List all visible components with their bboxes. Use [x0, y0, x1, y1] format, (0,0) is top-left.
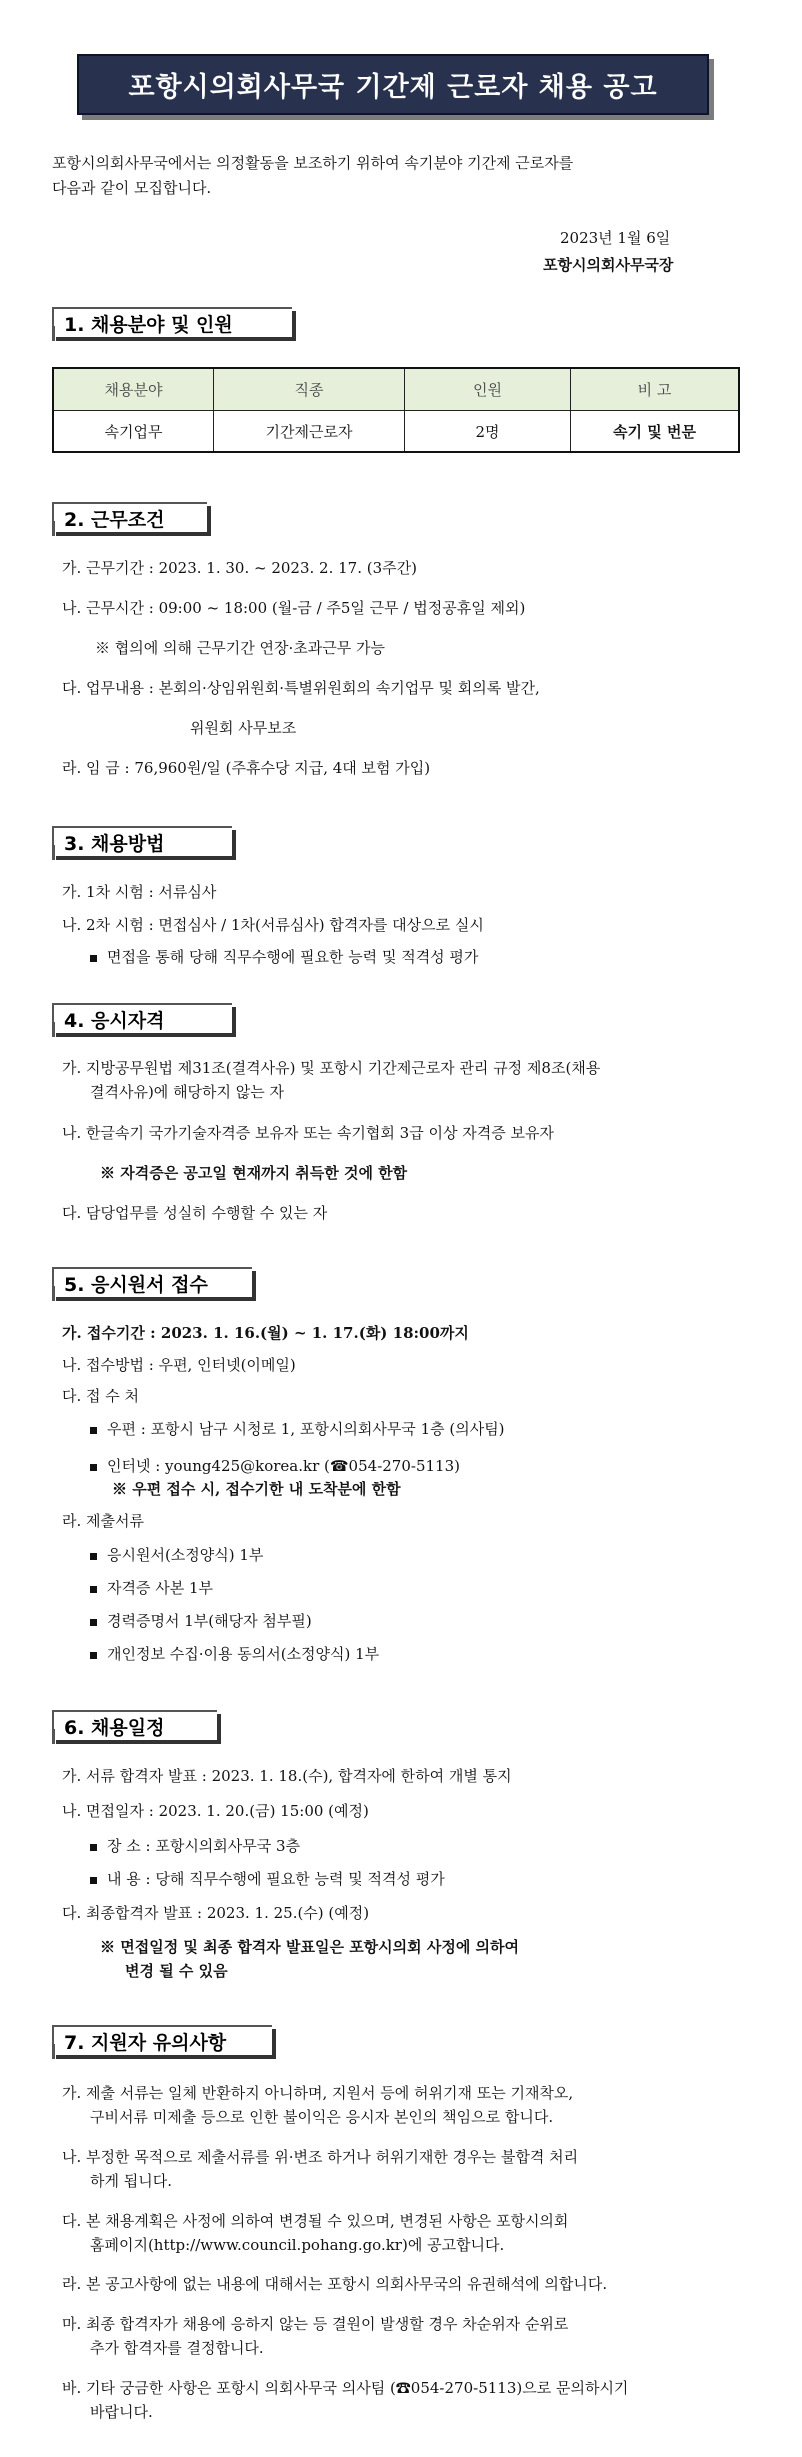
section-heading: 2. 근무조건: [52, 502, 207, 532]
text-line: 다. 업무내용 : 본회의·상임위원회·특별위원회의 속기업무 및 회의록 발간,: [62, 679, 540, 697]
text-line: 나. 한글속기 국가기술자격증 보유자 또는 속기협회 3급 이상 자격증 보유자: [62, 1124, 554, 1142]
bullet-icon: [90, 1844, 97, 1851]
list-item: [90, 1610, 312, 1631]
list-item: [90, 1418, 505, 1439]
section-heading: 6. 채용일정: [52, 1710, 217, 1740]
table-header-row: [53, 368, 739, 411]
note-line: ※ 협의에 의해 근무기간 연장·초과근무 가능: [95, 639, 385, 657]
list-item-text: 장 소 : 포항시의회사무국 3층: [107, 1837, 301, 1855]
table-cell: 2명: [405, 411, 571, 453]
recruitment-table: [52, 367, 740, 453]
list-item: [90, 1577, 213, 1598]
table-header-cell: 직종: [214, 368, 405, 411]
table-row: [53, 411, 739, 453]
text-line: 가. 1차 시험 : 서류심사: [62, 883, 217, 901]
list-item: [90, 1544, 263, 1565]
bullet-icon: [90, 1586, 97, 1593]
text-line: 라. 임 금 : 76,960원/일 (주휴수당 지급, 4대 보험 가입): [62, 759, 431, 777]
text-line: 가. 접수기간 : 2023. 1. 16.(월) ~ 1. 17.(화) 18:00까지: [62, 1324, 469, 1342]
text-line: 가. 제출 서류는 일체 반환하지 아니하며, 지원서 등에 허위기재 또는 기재착오,: [62, 2084, 574, 2102]
text-line: 나. 부정한 목적으로 제출서류를 위·변조 하거나 허위기재한 경우는 불합격 처리: [62, 2148, 579, 2166]
text-line: 마. 최종 합격자가 채용에 응하지 않는 등 결원이 발생할 경우 차순위자 순위로: [62, 2315, 569, 2333]
text-line: 바. 기타 궁금한 사항은 포항시 의회사무국 의사팀 (☎054-270-5113)으로 문의하시기: [62, 2379, 629, 2397]
note-line: 변경 될 수 있음: [125, 1962, 228, 1980]
text-line: 다. 접 수 처: [62, 1387, 140, 1405]
table-cell: 속기 및 번문: [571, 411, 740, 453]
list-item-text: 내 용 : 당해 직무수행에 필요한 능력 및 적격성 평가: [107, 1870, 445, 1888]
table-cell: 기간제근로자: [214, 411, 405, 453]
table-cell: 속기업무: [53, 411, 214, 453]
bullet-icon: [90, 1464, 97, 1471]
list-item: [90, 1643, 379, 1664]
text-line: 라. 본 공고사항에 없는 내용에 대해서는 포항시 의회사무국의 유권해석에 의합니다.: [62, 2275, 608, 2293]
note-line: ※ 우편 접수 시, 접수기한 내 도착분에 한함: [112, 1480, 401, 1498]
text-line: 가. 서류 합격자 발표 : 2023. 1. 18.(수), 합격자에 한하여 개별 통지: [62, 1767, 512, 1785]
list-item-text: 경력증명서 1부(해당자 첨부필): [107, 1612, 312, 1630]
bullet-icon: [90, 955, 97, 962]
text-line: 나. 접수방법 : 우편, 인터넷(이메일): [62, 1356, 296, 1374]
page-title: 포항시의회사무국 기간제 근로자 채용 공고: [77, 54, 709, 115]
list-item: [90, 1868, 445, 1889]
section-heading: 7. 지원자 유의사항: [52, 2025, 272, 2055]
section-heading: 5. 응시원서 접수: [52, 1267, 252, 1297]
list-item-text: 인터넷 : young425@korea.kr (☎054-270-5113): [107, 1457, 460, 1475]
text-line: 다. 담당업무를 성실히 수행할 수 있는 자: [62, 1204, 328, 1222]
table-header-cell: 인원: [405, 368, 571, 411]
list-item-text: 개인정보 수집·이용 동의서(소정양식) 1부: [107, 1645, 380, 1663]
text-line: 구비서류 미제출 등으로 인한 불이익은 응시자 본인의 책임으로 합니다.: [90, 2108, 554, 2126]
text-line: 나. 2차 시험 : 면접심사 / 1차(서류심사) 합격자를 대상으로 실시: [62, 916, 484, 934]
list-item-text: 자격증 사본 1부: [107, 1579, 214, 1597]
text-line: 나. 근무시간 : 09:00 ~ 18:00 (월-금 / 주5일 근무 / 법정공휴일 제외): [62, 599, 526, 617]
table-header-cell: 비 고: [571, 368, 740, 411]
section-heading: 1. 채용분야 및 인원: [52, 307, 292, 337]
text-line: 결격사유)에 해당하지 않는 자: [90, 1083, 285, 1101]
text-line: 홈페이지(http://www.council.pohang.go.kr)에 공고합니다.: [90, 2236, 505, 2254]
intro-line: 다음과 같이 모집합니다.: [52, 179, 212, 197]
list-item: [90, 1455, 460, 1476]
text-line: 하게 됩니다.: [90, 2172, 172, 2190]
text-line: 위원회 사무보조: [190, 719, 297, 737]
issuer: 포항시의회사무국장: [543, 256, 674, 274]
bullet-icon: [90, 1553, 97, 1560]
text-line: 가. 근무기간 : 2023. 1. 30. ~ 2023. 2. 17. (3주간): [62, 559, 417, 577]
text-line: 다. 최종합격자 발표 : 2023. 1. 25.(수) (예정): [62, 1904, 370, 1922]
text-line: 추가 합격자를 결정합니다.: [90, 2339, 264, 2357]
text-line: 다. 본 채용계획은 사정에 의하여 변경될 수 있으며, 변경된 사항은 포항시의회: [62, 2212, 569, 2230]
text-line: 나. 면접일자 : 2023. 1. 20.(금) 15:00 (예정): [62, 1802, 369, 1820]
list-item: [90, 1835, 300, 1856]
bullet-icon: [90, 1427, 97, 1434]
note-line: ※ 면접일정 및 최종 합격자 발표일은 포항시의회 사정에 의하여: [100, 1938, 520, 1956]
section-heading: 3. 채용방법: [52, 826, 232, 856]
list-item-text: 응시원서(소정양식) 1부: [107, 1546, 264, 1564]
text-line: 가. 지방공무원법 제31조(결격사유) 및 포항시 기간제근로자 관리 규정 제8조(채용: [62, 1059, 601, 1077]
section-heading: 4. 응시자격: [52, 1003, 232, 1033]
note-line: ※ 자격증은 공고일 현재까지 취득한 것에 한함: [100, 1164, 408, 1182]
list-item-text: 우편 : 포항시 남구 시청로 1, 포항시의회사무국 1층 (의사팀): [107, 1420, 505, 1438]
text-line: 바랍니다.: [90, 2403, 153, 2421]
bullet-icon: [90, 1877, 97, 1884]
notice-date: 2023년 1월 6일: [560, 229, 671, 247]
bullet-icon: [90, 1619, 97, 1626]
intro-line: 포항시의회사무국에서는 의정활동을 보조하기 위하여 속기분야 기간제 근로자를: [52, 154, 574, 172]
text-line: 라. 제출서류: [62, 1512, 144, 1530]
bullet-icon: [90, 1652, 97, 1659]
list-item: [90, 946, 478, 967]
list-item-text: 면접을 통해 당해 직무수행에 필요한 능력 및 적격성 평가: [107, 948, 479, 966]
table-header-cell: 채용분야: [53, 368, 214, 411]
